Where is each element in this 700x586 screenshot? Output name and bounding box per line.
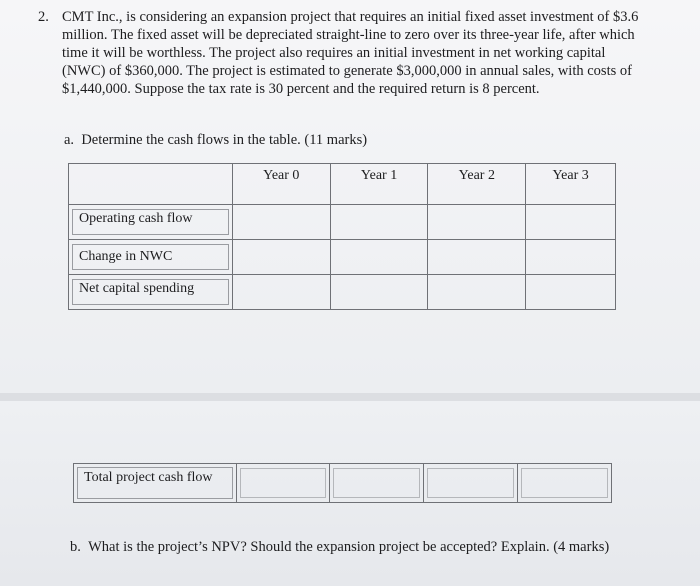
part-a-prompt <box>64 131 367 149</box>
total-label-cell <box>74 464 237 503</box>
cell-ocf-year-1[interactable] <box>330 205 428 240</box>
question-text: CMT Inc., is considering an expansion project that requires an initial fixed asset investment of $3.6 million. The fixed asset will be depreciated straight-line to zero over its three-year life, after which time it will be worthless. The project also requires an initial investment in net working capital (NWC) of $360,000. The project is estimated to generate $3,000,000 in annual sales, with costs of $1,440,000. Suppose the tax rate is 30 percent and the required return is 8 percent. <box>62 9 639 97</box>
cell-ocf-year-2[interactable] <box>428 205 526 240</box>
page-separator <box>0 393 700 401</box>
part-a-text: Determine the cash flows in the table. (11 marks) <box>81 132 368 148</box>
row-label-change-in-nwc: Change in NWC <box>72 244 229 270</box>
cell-inner-box <box>427 468 514 498</box>
row-label-operating-cash-flow: Operating cash flow <box>72 209 229 235</box>
table-row-operating-cash-flow <box>69 205 616 240</box>
cell-nwc-year-0[interactable] <box>232 240 330 275</box>
cell-nwc-year-3[interactable] <box>526 240 616 275</box>
cell-ncs-year-2[interactable] <box>428 275 526 310</box>
question-number: 2. <box>38 9 49 25</box>
table-row-change-in-nwc <box>69 240 616 275</box>
cell-ncs-year-3[interactable] <box>526 275 616 310</box>
cell-ncs-year-1[interactable] <box>330 275 428 310</box>
part-b-label: b. <box>70 539 81 555</box>
cell-total-year-1[interactable] <box>330 464 424 503</box>
header-year-0: Year 0 <box>232 164 330 205</box>
row-label-cell <box>69 240 233 275</box>
header-year-1: Year 1 <box>330 164 428 205</box>
part-b-text: What is the project’s NPV? Should the expansion project be accepted? Explain. (4 marks) <box>88 539 610 555</box>
cell-ocf-year-3[interactable] <box>526 205 616 240</box>
row-label-cell <box>69 205 233 240</box>
cell-total-year-3[interactable] <box>518 464 612 503</box>
header-blank-cell <box>69 164 233 205</box>
cell-total-year-2[interactable] <box>424 464 518 503</box>
part-b-prompt <box>70 538 609 556</box>
cell-inner-box <box>521 468 608 498</box>
table-row-net-capital-spending <box>69 275 616 310</box>
cell-inner-box <box>240 468 327 498</box>
table-row-total-project-cash-flow <box>74 464 612 503</box>
row-label-cell <box>69 275 233 310</box>
row-label-total-project-cash-flow: Total project cash flow <box>77 467 233 499</box>
part-a-label: a. <box>64 132 75 148</box>
header-year-3: Year 3 <box>526 164 616 205</box>
cell-nwc-year-1[interactable] <box>330 240 428 275</box>
cell-ocf-year-0[interactable] <box>232 205 330 240</box>
cash-flow-table <box>68 163 616 310</box>
cell-inner-box <box>333 468 420 498</box>
total-cash-flow-table <box>73 463 612 503</box>
cell-total-year-0[interactable] <box>236 464 330 503</box>
row-label-net-capital-spending: Net capital spending <box>72 279 229 305</box>
table-header-row <box>69 164 616 205</box>
cell-ncs-year-0[interactable] <box>232 275 330 310</box>
header-year-2: Year 2 <box>428 164 526 205</box>
cell-nwc-year-2[interactable] <box>428 240 526 275</box>
